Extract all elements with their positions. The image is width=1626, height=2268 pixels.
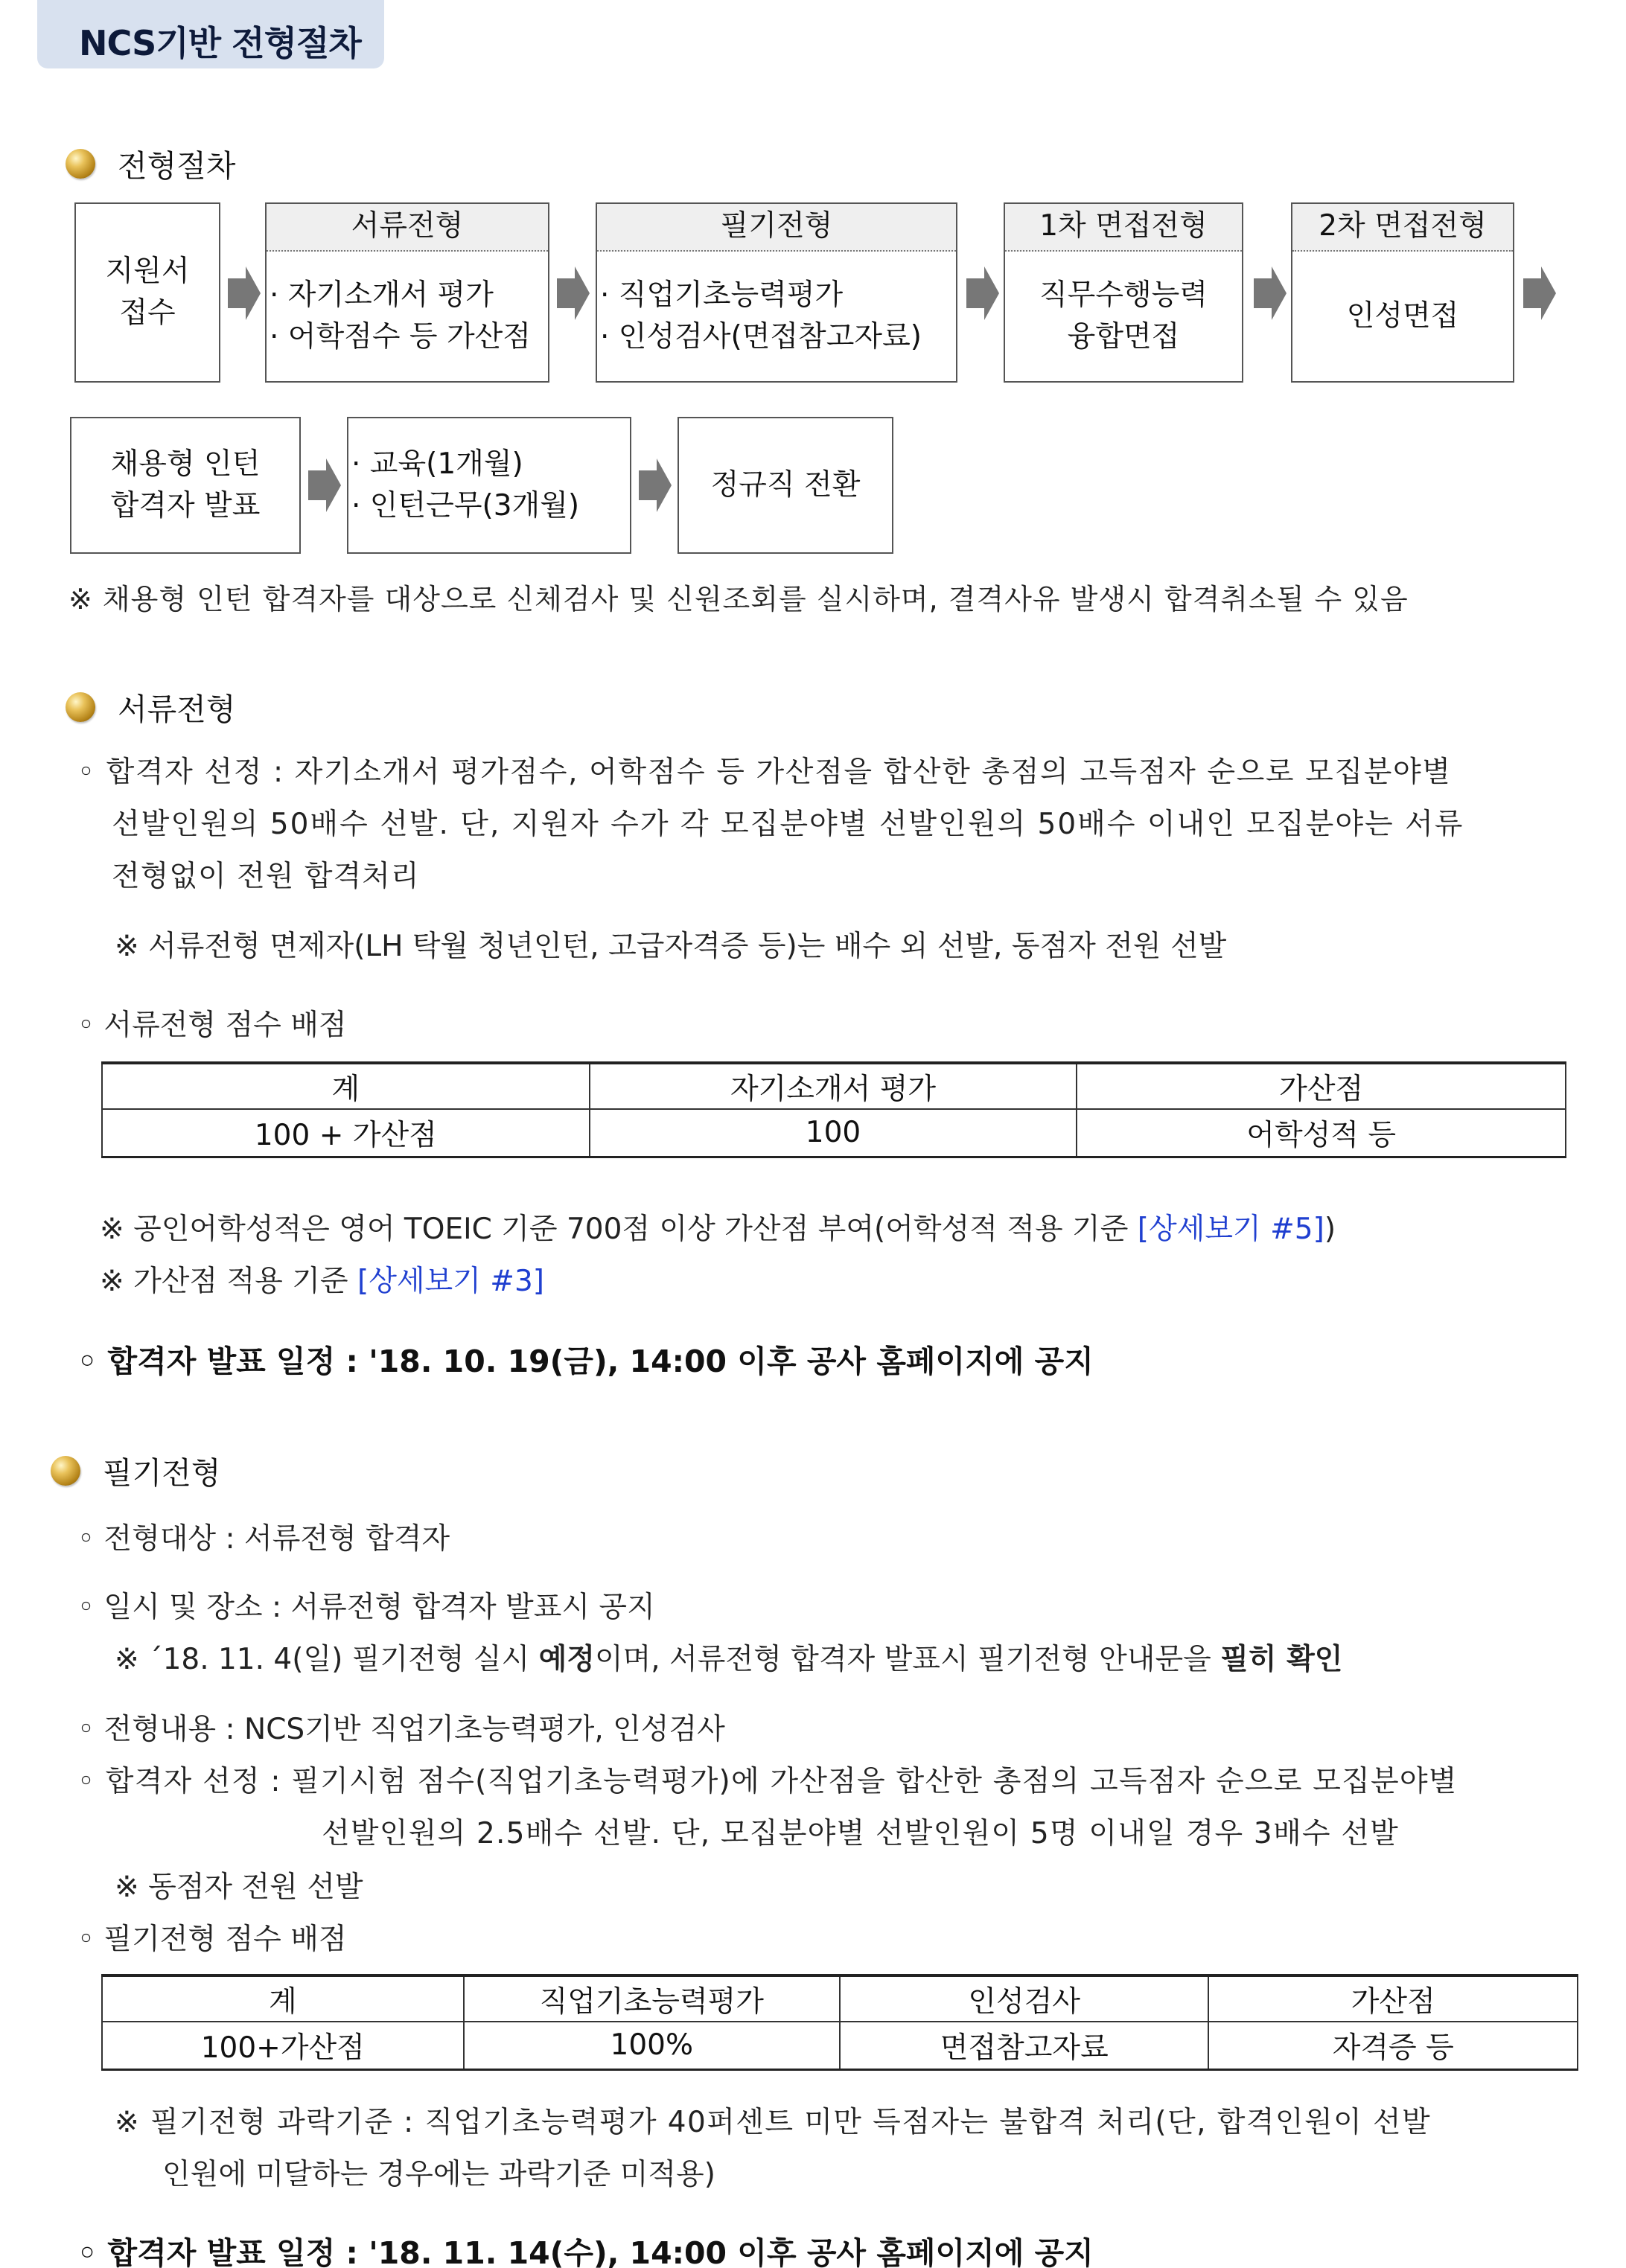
table-header-cell: 가산점 xyxy=(1077,1063,1566,1109)
arrow-right-icon xyxy=(557,266,590,320)
flow-step-regular xyxy=(678,417,893,554)
table-header-cell: 자기소개서 평가 xyxy=(590,1063,1077,1109)
bullet-ball-icon xyxy=(66,692,95,722)
flow-step-header: 1차 면접전형 xyxy=(1005,204,1242,252)
written-schedule-note xyxy=(115,1636,1342,1678)
table-cell: 100+가산점 xyxy=(102,2022,464,2069)
document-selection-line-2: 선발인원의 50배수 선발. 단, 지원자 수가 각 모집분야별 선발인원의 50배수 이내인 모집분야는 서류 xyxy=(112,808,1464,841)
table-cell: 100 + 가산점 xyxy=(102,1109,590,1157)
arrow-right-icon xyxy=(966,266,999,320)
schedule-note-emphasis: 예정 xyxy=(538,1643,595,1676)
flow-step-line: 인성면접 xyxy=(1346,299,1459,333)
flow-step-header: 2차 면접전형 xyxy=(1292,204,1513,252)
table-header-row xyxy=(102,1063,1566,1109)
table-cell: 어학성적 등 xyxy=(1077,1109,1566,1157)
section-heading-label: 전형절차 xyxy=(118,148,236,184)
section-heading-procedure xyxy=(66,141,235,185)
detail-link-5[interactable]: [상세보기 #5] xyxy=(1137,1213,1324,1246)
flow-step-intern-announce xyxy=(70,417,301,554)
written-schedule: ◦ 일시 및 장소 : 서류전형 합격자 발표시 공지 xyxy=(77,1591,655,1624)
flow-step-line: 접수 xyxy=(119,296,176,330)
document-selection-line-1: ◦ 합격자 선정 : 자기소개서 평가점수, 어학점수 등 가산점을 합산한 총점의 고득점자 순으로 모집분야별 xyxy=(77,756,1452,789)
procedure-note: ※ 채용형 인턴 합격자를 대상으로 신체검사 및 신원조회를 실시하며, 결격사유 발생시 합격취소될 수 있음 xyxy=(68,583,1409,616)
page-title: NCS기반 전형절차 xyxy=(37,0,384,68)
written-score-label: ◦ 필기전형 점수 배점 xyxy=(77,1923,347,1956)
table-cell: 면접참고자료 xyxy=(840,2022,1209,2069)
flow-step-line: 채용형 인턴 xyxy=(110,447,261,481)
table-row xyxy=(102,1109,1566,1157)
section-heading-document xyxy=(66,685,235,729)
table-header-cell: 직업기초능력평가 xyxy=(464,1975,840,2022)
flow-step-line: · 자기소개서 평가 xyxy=(270,278,494,312)
flow-step-line: 합격자 발표 xyxy=(110,489,261,523)
table-cell: 자격증 등 xyxy=(1208,2022,1578,2069)
table-header-cell: 가산점 xyxy=(1208,1975,1578,2022)
bullet-ball-icon xyxy=(66,149,95,179)
flow-step-written xyxy=(596,202,957,383)
flow-step-line: 직무수행능력 xyxy=(1039,278,1208,312)
bonus-note-text: ※ 가산점 적용 기준 xyxy=(100,1265,357,1298)
flow-step-interview-2 xyxy=(1291,202,1514,383)
document-score-table xyxy=(101,1061,1566,1158)
flow-step-application xyxy=(74,202,220,383)
document-announce: ◦ 합격자 발표 일정 : '18. 10. 19(금), 14:00 이후 공사 홈페이지에 공지 xyxy=(77,1344,1094,1379)
section-heading-label: 필기전형 xyxy=(103,1455,221,1491)
written-selection-line-1: ◦ 합격자 선정 : 필기시험 점수(직업기초능력평가)에 가산점을 합산한 총점의 고득점자 순으로 모집분야별 xyxy=(77,1765,1458,1798)
table-row xyxy=(102,2022,1578,2069)
table-header-cell: 계 xyxy=(102,1063,590,1109)
table-cell: 100 xyxy=(590,1109,1077,1157)
flow-step-line: 지원서 xyxy=(105,255,190,288)
detail-link-3[interactable]: [상세보기 #3] xyxy=(357,1265,544,1298)
table-header-cell: 인성검사 xyxy=(840,1975,1209,2022)
written-selection-line-2: 선발인원의 2.5배수 선발. 단, 모집분야별 선발인원이 5명 이내일 경우 3배수 선발 xyxy=(322,1817,1400,1850)
bonus-criteria-note xyxy=(100,1258,544,1300)
flow-step-interview-1 xyxy=(1004,202,1243,383)
table-cell: 100% xyxy=(464,2022,840,2069)
section-heading-written xyxy=(51,1448,220,1492)
arrow-right-icon xyxy=(228,266,261,320)
flow-step-line: 정규직 전환 xyxy=(710,468,861,502)
written-score-table xyxy=(101,1974,1578,2071)
table-header-row xyxy=(102,1975,1578,2022)
schedule-note-part: 이며, 서류전형 합격자 발표시 필기전형 안내문을 xyxy=(594,1643,1221,1676)
flow-step-header: 서류전형 xyxy=(267,204,548,252)
flow-step-line: · 교육(1개월) xyxy=(351,447,523,481)
arrow-right-icon xyxy=(1523,266,1556,320)
flow-step-line: 융합면접 xyxy=(1067,320,1180,354)
written-tie-note: ※ 동점자 전원 선발 xyxy=(115,1871,363,1904)
written-cutoff-line-2: 인원에 미달하는 경우에는 과락기준 미적용) xyxy=(162,2158,715,2191)
document-exempt-note: ※ 서류전형 면제자(LH 탁월 청년인턴, 고급자격증 등)는 배수 외 선발, 동점자 전원 선발 xyxy=(115,930,1227,963)
flow-step-line: · 직업기초능력평가 xyxy=(600,278,844,312)
written-cutoff-line-1: ※ 필기전형 과락기준 : 직업기초능력평가 40퍼센트 미만 득점자는 불합격 처리(단, 합격인원이 선발 xyxy=(115,2106,1432,2139)
flow-step-intern-period xyxy=(347,417,631,554)
flow-step-line: · 인턴근무(3개월) xyxy=(351,489,580,523)
written-content: ◦ 전형내용 : NCS기반 직업기초능력평가, 인성검사 xyxy=(77,1713,725,1746)
document-selection-line-3: 전형없이 전원 합격처리 xyxy=(112,860,420,893)
section-heading-label: 서류전형 xyxy=(118,691,236,727)
schedule-note-emphasis: 필히 확인 xyxy=(1220,1643,1343,1676)
arrow-right-icon xyxy=(1254,266,1287,320)
flow-step-line: · 인성검사(면접참고자료) xyxy=(600,320,922,354)
written-announce: ◦ 합격자 발표 일정 : '18. 11. 14(수), 14:00 이후 공사 홈페이지에 공지 xyxy=(77,2235,1094,2268)
language-note-text: ※ 공인어학성적은 영어 TOEIC 기준 700점 이상 가산점 부여(어학성적 적용 기준 xyxy=(100,1213,1138,1246)
schedule-note-part: ※ ´18. 11. 4(일) 필기전형 실시 xyxy=(115,1643,539,1676)
written-target: ◦ 전형대상 : 서류전형 합격자 xyxy=(77,1522,450,1556)
arrow-right-icon xyxy=(639,459,672,512)
language-note-end: ) xyxy=(1324,1213,1336,1246)
bullet-ball-icon xyxy=(51,1456,80,1486)
arrow-right-icon xyxy=(308,459,341,512)
document-score-label: ◦ 서류전형 점수 배점 xyxy=(77,1009,347,1042)
flow-step-line: · 어학점수 등 가산점 xyxy=(270,320,531,354)
flow-step-header: 필기전형 xyxy=(597,204,956,252)
table-header-cell: 계 xyxy=(102,1975,464,2022)
language-score-note xyxy=(100,1206,1336,1248)
flow-step-document xyxy=(265,202,549,383)
